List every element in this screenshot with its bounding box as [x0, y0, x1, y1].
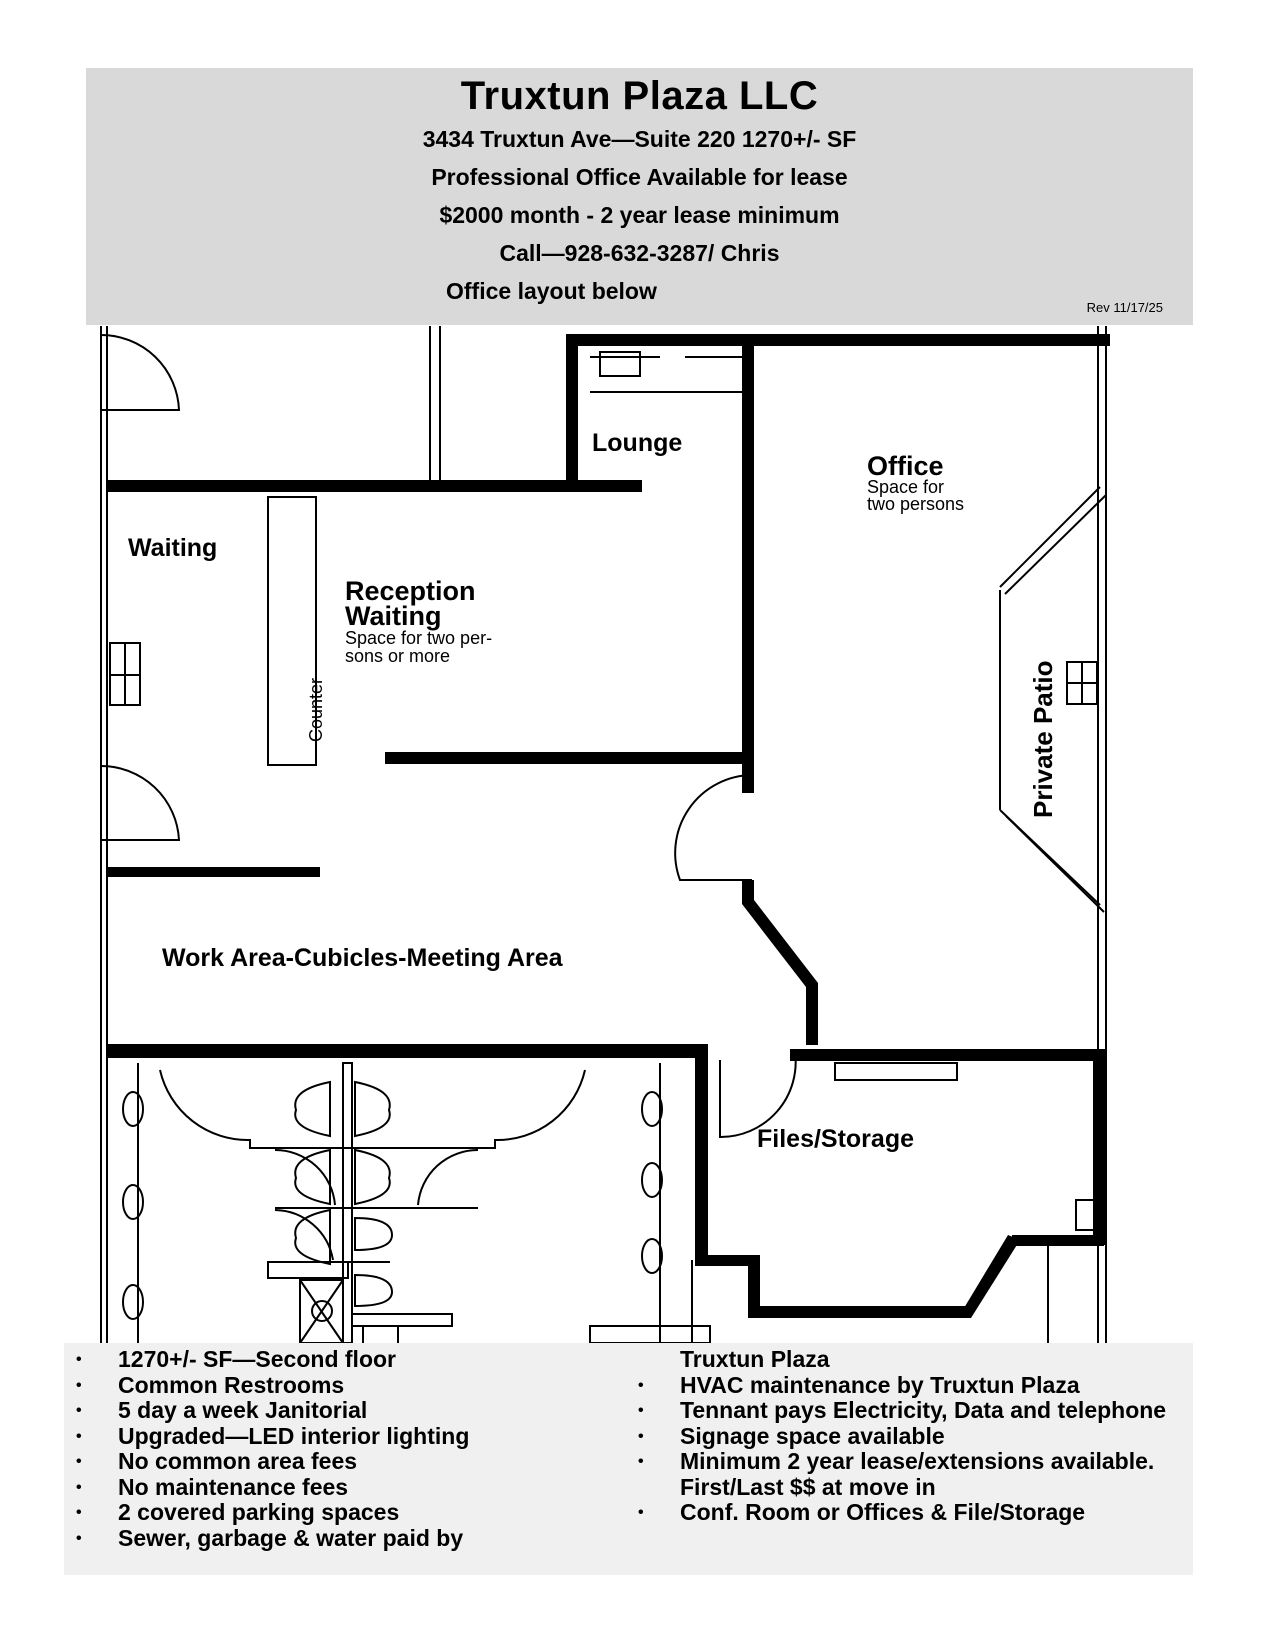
feature-text: Common Restrooms — [118, 1371, 345, 1398]
revision-date: Rev 11/17/25 — [1086, 300, 1163, 315]
room-label-waiting: Waiting — [128, 534, 218, 562]
feature-item — [634, 1398, 1194, 1424]
bullet-icon: • — [638, 1453, 644, 1470]
feature-text: 2 covered parking spaces — [118, 1499, 400, 1525]
feature-item — [634, 1424, 1194, 1450]
room-label-lounge: Lounge — [592, 429, 683, 457]
reception-note-line2: sons or more — [345, 646, 451, 666]
bullet-icon: • — [76, 1427, 82, 1445]
feature-item — [72, 1424, 632, 1450]
feature-item — [634, 1449, 1194, 1500]
price-line: $2000 month - 2 year lease minimum — [439, 202, 840, 228]
feature-item — [72, 1449, 632, 1475]
features-left-column — [72, 1347, 632, 1551]
bullet-icon: • — [76, 1402, 82, 1419]
office-note-line1: Space for — [867, 477, 945, 497]
feature-item — [72, 1373, 632, 1399]
offer-line: Professional Office Available for lease — [431, 164, 848, 190]
reception-note-line1: Space for two per- — [345, 628, 493, 648]
address-line: 3434 Truxtun Ave—Suite 220 1270+/- SF — [422, 126, 857, 152]
room-label-private-patio: Private Patio — [1028, 660, 1058, 818]
feature-item — [72, 1475, 632, 1501]
feature-text: No maintenance fees — [118, 1473, 349, 1500]
features-right-column — [634, 1347, 1194, 1526]
room-label-work-area: Work Area-Cubicles-Meeting Area — [162, 944, 563, 972]
bullet-icon: • — [76, 1478, 82, 1496]
room-label-office: Office — [867, 451, 944, 481]
feature-text: Truxtun Plaza — [680, 1346, 830, 1372]
feature-text: Minimum 2 year lease/extensions available. First/Last $$ at move in — [680, 1448, 1155, 1500]
feature-item — [72, 1347, 632, 1373]
bullet-icon: • — [76, 1529, 82, 1547]
door-swing-icon — [101, 335, 179, 410]
features-panel — [64, 1343, 1193, 1575]
feature-text: 1270+/- SF—Second floor — [118, 1346, 396, 1372]
bullet-icon: • — [638, 1427, 644, 1445]
feature-text: Upgraded—LED interior lighting — [118, 1422, 470, 1449]
feature-item — [72, 1398, 632, 1424]
feature-text: Sewer, garbage & water paid by — [118, 1524, 464, 1551]
feature-text: Conf. Room or Offices & File/Storage — [680, 1499, 1086, 1525]
feature-item — [634, 1500, 1194, 1526]
office-note-line2: two persons — [867, 494, 965, 514]
feature-continuation — [634, 1347, 1194, 1373]
contact-line: Call—928-632-3287/ Chris — [499, 240, 780, 266]
bullet-icon: • — [638, 1504, 644, 1521]
counter-label: Counter — [306, 677, 326, 742]
feature-text: No common area fees — [118, 1448, 358, 1474]
bullet-icon: • — [76, 1504, 82, 1521]
bullet-icon: • — [76, 1376, 82, 1394]
bullet-icon: • — [76, 1453, 82, 1470]
feature-item — [72, 1526, 632, 1552]
room-label-reception: Reception — [345, 576, 476, 606]
bullet-icon: • — [76, 1351, 82, 1368]
layout-note: Office layout below — [446, 278, 657, 304]
feature-item — [72, 1500, 632, 1526]
feature-text: Signage space available — [680, 1422, 945, 1449]
bullet-icon: • — [638, 1402, 644, 1419]
feature-text: HVAC maintenance by Truxtun Plaza — [680, 1371, 1080, 1398]
room-label-reception-waiting: Waiting — [345, 601, 442, 631]
feature-text: Tennant pays Electricity, Data and telephone — [680, 1397, 1167, 1423]
room-label-files-storage: Files/Storage — [757, 1125, 914, 1153]
feature-text: 5 day a week Janitorial — [118, 1397, 368, 1423]
company-title: Truxtun Plaza LLC — [460, 74, 819, 118]
bullet-icon: • — [638, 1376, 644, 1394]
feature-item — [634, 1373, 1194, 1399]
